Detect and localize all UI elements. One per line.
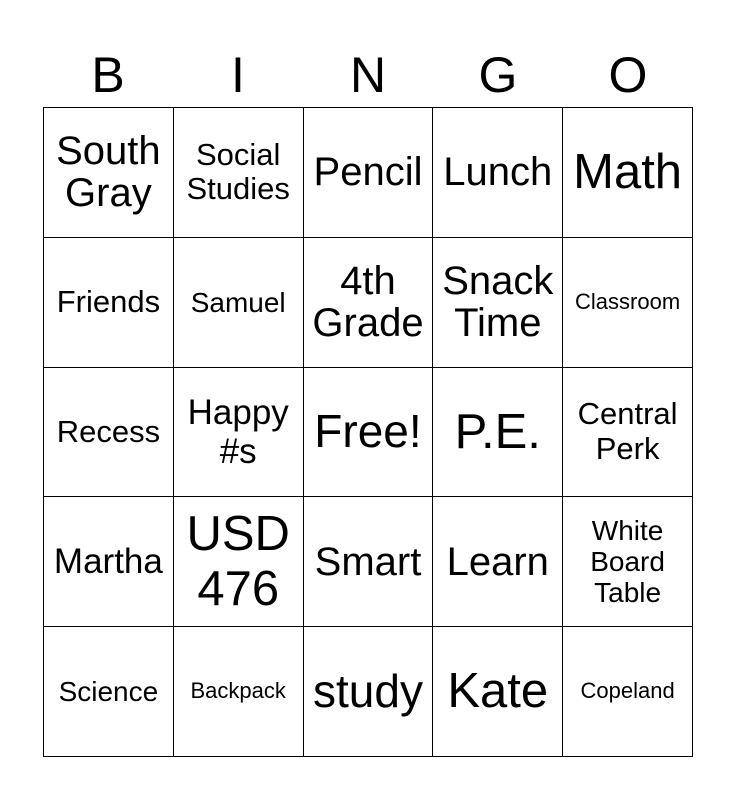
bingo-cell[interactable]: Martha (44, 497, 174, 627)
header-letter-g: G (478, 47, 518, 103)
bingo-cell[interactable]: White Board Table (563, 497, 693, 627)
bingo-cell[interactable]: Math (563, 108, 693, 238)
header-letter-n: N (349, 47, 387, 103)
bingo-cell[interactable]: Smart (304, 497, 434, 627)
bingo-cell[interactable]: Recess (44, 368, 174, 498)
bingo-cell[interactable]: Copeland (563, 627, 693, 757)
bingo-cell[interactable]: Social Studies (174, 108, 304, 238)
header-letter-b: B (91, 47, 125, 103)
bingo-cell[interactable]: Snack Time (433, 238, 563, 368)
bingo-cell[interactable]: South Gray (44, 108, 174, 238)
bingo-cell[interactable]: Samuel (174, 238, 304, 368)
bingo-cell[interactable]: Backpack (174, 627, 304, 757)
bingo-cell[interactable]: 4th Grade (304, 238, 434, 368)
free-space[interactable]: Free! (304, 368, 434, 498)
bingo-cell[interactable]: Learn (433, 497, 563, 627)
header-letter-i: I (231, 47, 245, 103)
bingo-board (43, 107, 693, 757)
bingo-cell[interactable]: Happy #s (174, 368, 304, 498)
bingo-cell[interactable]: study (304, 627, 434, 757)
bingo-cell[interactable]: Science (44, 627, 174, 757)
bingo-cell[interactable]: Friends (44, 238, 174, 368)
bingo-cell[interactable]: USD 476 (174, 497, 304, 627)
bingo-cell[interactable]: P.E. (433, 368, 563, 498)
bingo-cell[interactable]: Pencil (304, 108, 434, 238)
header-letter-o: O (608, 47, 648, 103)
bingo-cell[interactable]: Kate (433, 627, 563, 757)
bingo-cell[interactable]: Classroom (563, 238, 693, 368)
bingo-header (43, 44, 693, 106)
bingo-cell[interactable]: Lunch (433, 108, 563, 238)
bingo-cell[interactable]: Central Perk (563, 368, 693, 498)
